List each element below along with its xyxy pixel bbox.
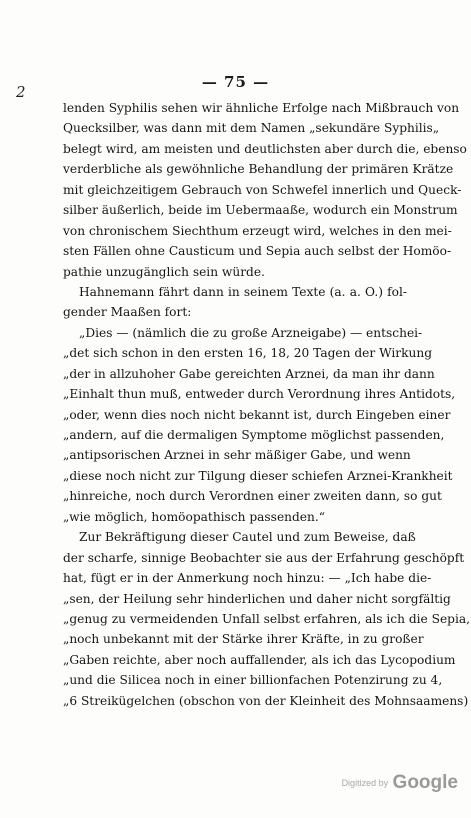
text-line: lenden Syphilis sehen wir ähnliche Erfolge nach Mißbrauch von bbox=[63, 101, 460, 115]
quote-line: „hinreiche, noch durch Verordnen einer zweiten dann, so gut bbox=[63, 489, 442, 504]
text-line: hat, fügt er in der Anmerkung noch hinzu: — „Ich habe die- bbox=[63, 571, 432, 586]
text-line: gender Maaßen fort: bbox=[63, 305, 192, 320]
watermark-prefix: Digitized by bbox=[341, 778, 389, 788]
quote-line: „noch unbekannt mit der Stärke ihrer Kräfte, in zu großer bbox=[63, 632, 424, 647]
text-line: sten Fällen ohne Causticum und Sepia auch selbst der Homöo- bbox=[63, 244, 452, 259]
quote-line: „antipsorischen Arznei in sehr mäßiger Gabe, und wenn bbox=[63, 448, 411, 463]
text-line: Quecksilber, was dann mit dem Namen „sekundäre Syphilis„ bbox=[63, 121, 440, 136]
quote-line: „diese noch nicht zur Tilgung dieser schiefen Arznei-Krankheit bbox=[63, 468, 453, 483]
quote-line: „und die Silicea noch in einer billionfachen Potenzirung zu 4, bbox=[63, 673, 443, 688]
text-line: mit gleichzeitigem Gebrauch von Schwefel innerlich und Queck- bbox=[63, 182, 462, 197]
margin-mark: 2 bbox=[16, 83, 26, 101]
quote-line: „sen, der Heilung sehr hinderlichen und daher nicht sorgfältig bbox=[63, 591, 451, 606]
google-logo: Google bbox=[392, 772, 458, 793]
text-line: silber äußerlich, beide im Uebermaaße, wodurch ein Monstrum bbox=[63, 203, 458, 218]
text-line: belegt wird, am meisten und deutlichsten aber durch die, ebenso bbox=[63, 141, 467, 156]
quote-line: „wie möglich, homöopathisch passenden.“ bbox=[63, 509, 325, 524]
text-line: von chronischem Siechthum erzeugt wird, welches in den mei- bbox=[63, 223, 452, 238]
quote-line: „oder, wenn dies noch nicht bekannt ist, durch Eingeben einer bbox=[63, 407, 451, 422]
page-number: — 75 — bbox=[201, 73, 270, 91]
quote-line: „Gaben reichte, aber noch auffallender, als ich das Lycopodium bbox=[63, 652, 456, 667]
quote-line: „der in allzuhoher Gabe gereichten Arznei, da man ihr dann bbox=[63, 366, 435, 381]
body-text bbox=[63, 98, 471, 711]
quote-line: „det sich schon in den ersten 16, 18, 20 Tagen der Wirkung bbox=[63, 346, 432, 361]
quote-line: „andern, auf die dermaligen Symptome möglichst passenden, bbox=[63, 428, 445, 442]
text-line: der scharfe, sinnige Beobachter sie aus der Erfahrung geschöpft bbox=[63, 550, 465, 565]
text-line: Zur Bekräftigung dieser Cautel und zum Beweise, daß bbox=[79, 530, 416, 545]
quote-line: „6 Streikügelchen (obschon von der Kleinheit des Mohnsaamens) bbox=[63, 693, 469, 708]
text-line: verderbliche als gewöhnliche Behandlung der primären Krätze bbox=[63, 162, 454, 177]
quote-line: „Einhalt thun muß, entweder durch Verordnung ihres Antidots, bbox=[63, 387, 456, 402]
quote-line: „genug zu vermeidenden Unfall selbst erfahren, als ich die Sepia, bbox=[63, 611, 471, 626]
text-line: pathie unzugänglich sein würde. bbox=[63, 264, 265, 279]
text-line: Hahnemann fährt dann in seinem Texte (a. a. O.) fol- bbox=[79, 284, 407, 299]
quote-line: „Dies — (nämlich die zu große Arzneigabe) — entschei- bbox=[79, 325, 423, 340]
digitized-watermark bbox=[0, 772, 458, 794]
